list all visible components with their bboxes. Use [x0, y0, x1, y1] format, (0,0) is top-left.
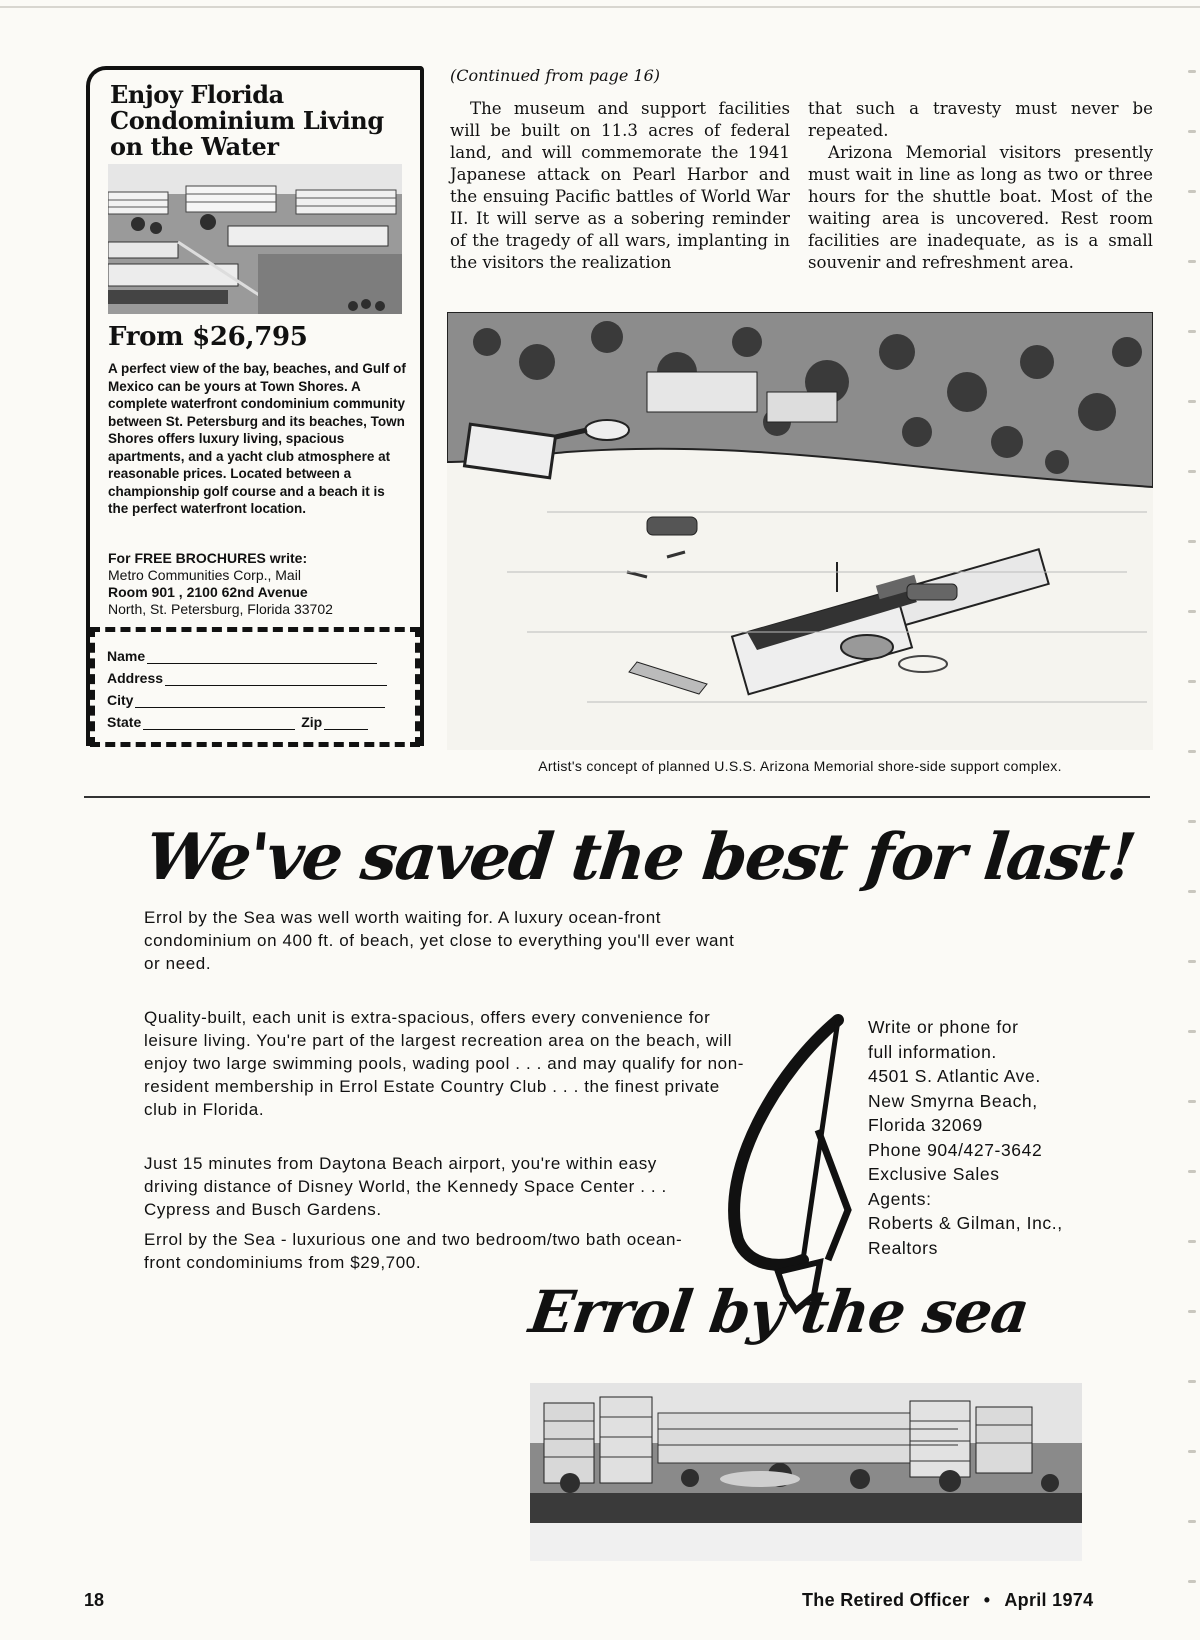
errol-logo-wordmark: Errol by the sea	[525, 1278, 1033, 1346]
coupon-address-line[interactable]	[165, 671, 387, 686]
continued-note: (Continued from page 16)	[450, 66, 661, 85]
condo-price: From $26,795	[108, 322, 308, 352]
coupon-zip-line[interactable]	[324, 715, 368, 730]
binding-edge	[1186, 40, 1196, 1600]
article-column-left: The museum and support facilities will be built on 11.3 acres of federal land, and will commemorate the 1941 Japanese attack on Pearl Harbor and the ensuing Pacific battles of World War II. It will serve as a sobering reminder of the tragedy of all wars, implanting in the visitors the realization	[450, 99, 790, 272]
coupon-city-line[interactable]	[135, 693, 385, 708]
section-divider	[84, 796, 1150, 798]
coupon-name-line[interactable]	[147, 649, 377, 664]
condo-photo	[108, 164, 402, 314]
sailboat-logo	[708, 1010, 868, 1320]
article-column-right: that such a travesty must never be repeated. Arizona Memorial visitors presently must wait in line as long as two or three hours for the shuttle boat. Most of the waiting area is uncovered. Rest room facilities are inadequate, as is a small souvenir and refreshment area.	[808, 99, 1153, 272]
condo-ad	[86, 66, 424, 746]
condo-ad-headline: Enjoy Florida Condominium Living on the Water	[110, 80, 384, 161]
coupon-name-row: Name	[107, 648, 377, 664]
memorial-sketch	[447, 312, 1153, 750]
errol-building-photo	[530, 1383, 1082, 1561]
errol-paragraph-2: Quality-built, each unit is extra-spacious, offers every convenience for leisure living. You're part of the largest recreation area on the beach, will enjoy two large swimming pools, wading pool . . . and may qualify for non-resident membership in Errol Estate Country Club . . . the finest private club in Florida.	[144, 1008, 745, 1119]
errol-contact: Write or phone for full information. 4501 S. Atlantic Ave. New Smyrna Beach, Florida 32069 Phone 904/427-3642 Exclusive Sales Agents: Roberts & Gilman, Inc., Realtors	[868, 1017, 1063, 1258]
coupon-state-row: State Zip	[107, 714, 368, 730]
coupon-city-row: City	[107, 692, 385, 708]
running-footer: The Retired Officer • April 1974	[802, 1590, 1094, 1610]
brochure-address: For FREE BROCHURES write: Metro Communities Corp., Mail Room 901 , 2100 62nd Avenue North, St. Petersburg, Florida 33702	[108, 550, 333, 617]
condo-description: A perfect view of the bay, beaches, and Gulf of Mexico can be yours at Town Shores. A complete waterfront condominium community between St. Petersburg and its beaches, Town Shores offers luxury living, spacious apartments, and a yacht club atmosphere at reasonable prices. Located between a championship golf course and a beach it is the perfect waterfront location.	[108, 361, 406, 516]
errol-headline: We've saved the best for last!	[142, 820, 1138, 895]
errol-paragraph-1: Errol by the Sea was well worth waiting for. A luxury ocean-front condominium on 400 ft. of beach, yet close to everything you'll ever want or need.	[144, 908, 735, 973]
page-number: 18	[84, 1590, 105, 1610]
coupon-address-row: Address	[107, 670, 387, 686]
mail-in-coupon	[90, 627, 420, 747]
coupon-state-line[interactable]	[143, 715, 295, 730]
errol-paragraph-3: Just 15 minutes from Daytona Beach airport, you're within easy driving distance of Disney World, the Kennedy Space Center . . . Cypress and Busch Gardens.	[144, 1154, 667, 1219]
figure-caption: Artist's concept of planned U.S.S. Arizona Memorial shore-side support complex.	[538, 758, 1062, 774]
errol-paragraph-4: Errol by the Sea - luxurious one and two bedroom/two bath ocean-front condominiums from $29,700.	[144, 1230, 683, 1272]
page-top-rule	[0, 6, 1200, 8]
